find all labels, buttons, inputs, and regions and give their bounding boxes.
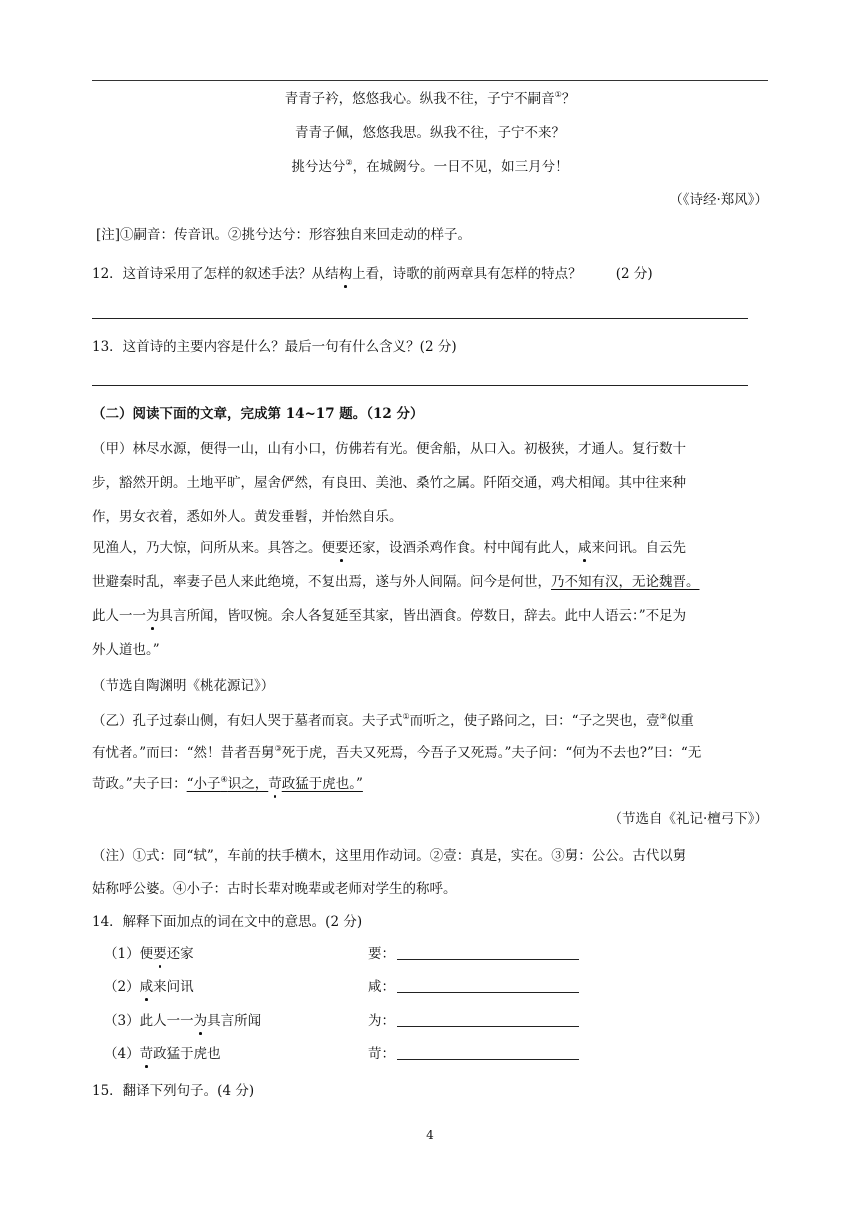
question-13: 13．这首诗的主要内容是什么？最后一句有什么含义？(2 分) xyxy=(92,339,457,355)
emphasis-dot-char: 苛 xyxy=(139,1046,154,1062)
passage-yi-source: （节选自《礼记·檀弓下》） xyxy=(608,811,768,827)
passage-yi-line-1: （乙）孔子过泰山侧，有妇人哭于墓者而哀。夫子式①而听之，使子路问之，曰：“子之哭也，壹②似重 xyxy=(92,712,694,729)
answer-line-12[interactable] xyxy=(92,318,748,319)
passage-jia-line-1: （甲）林尽水源，便得一山，山有小口，仿佛若有光。便舍船，从口入。初极狭，才通人。复行数十 xyxy=(92,441,686,457)
passage-yi-note-1: （注）①式：同“轼”，车前的扶手横木，这里用作动词。②壹：真是，实在。③舅：公公。古代以舅 xyxy=(92,848,687,864)
poem-source: （《诗经·郑风》） xyxy=(669,192,768,208)
passage-yi-line-3: 苛政。”夫子曰：“小子④识之，苛政猛于虎也。” xyxy=(92,775,363,792)
answer-line-13[interactable] xyxy=(92,385,748,386)
passage-yi-line-2: 有忧者。”而曰：“然！昔者吾舅③死于虎，吾夫又死焉，今吾子又死焉。”夫子问：“何为不去也?”曰：“无 xyxy=(92,744,702,761)
q14-answer-4: 苛： xyxy=(368,1045,579,1063)
passage-jia-line-3: 作，男女衣着，悉如外人。黄发垂髫，并怡然自乐。 xyxy=(92,509,403,525)
q14-answer-3: 为： xyxy=(368,1012,579,1030)
emphasis-dot-char: 为 xyxy=(146,608,160,624)
passage-jia-line-7: 外人道也。” xyxy=(92,642,160,658)
answer-blank[interactable] xyxy=(397,979,579,993)
underlined-sentence: “小子④识之，苛政猛于虎也。” xyxy=(186,775,363,792)
answer-blank[interactable] xyxy=(397,946,579,960)
answer-blank[interactable] xyxy=(397,1013,579,1027)
emphasis-dot-char: 构 xyxy=(338,266,353,282)
passage-jia-source: （节选自陶渊明《桃花源记》） xyxy=(92,678,275,694)
poem-note: [注]①嗣音：传音讯。②挑兮达兮：形容独自来回走动的样子。 xyxy=(96,227,472,243)
q14-item-4: （4）苛政猛于虎也 xyxy=(104,1046,221,1062)
emphasis-dot-char: 要 xyxy=(153,946,167,962)
header-rule xyxy=(92,80,768,81)
question-14: 14．解释下面加点的词在文中的意思。(2 分) xyxy=(92,914,363,930)
poem-line-1: 青青子衿，悠悠我心。纵我不往，子宁不嗣音①？ xyxy=(284,90,576,107)
emphasis-dot-char: 为 xyxy=(193,1013,208,1029)
question-15: 15．翻译下列句子。(4 分) xyxy=(92,1083,255,1099)
underlined-sentence: 乃不知有汉，无论魏晋。 xyxy=(551,574,700,590)
q14-answer-1: 要： xyxy=(368,945,579,963)
poem-line-2: 青青子佩，悠悠我思。纵我不往，子宁不来？ xyxy=(295,125,565,141)
passage-yi-note-2: 姑称呼公婆。④小子：古时长辈对晚辈或老师对学生的称呼。 xyxy=(92,881,457,897)
passage-jia-line-6: 此人一一为具言所闻，皆叹惋。余人各复延至其家，皆出酒食。停数日，辞去。此中人语云：”不足为 xyxy=(92,608,687,624)
passage-jia-line-2: 步，豁然开朗。土地平旷，屋舍俨然，有良田、美池、桑竹之属。阡陌交通，鸡犬相闻。其中往来种 xyxy=(92,475,686,491)
q14-answer-2: 咸： xyxy=(368,978,579,996)
q14-item-2: （2）咸来问讯 xyxy=(104,979,194,995)
emphasis-dot-char: 要 xyxy=(335,540,349,556)
emphasis-dot-char: 咸 xyxy=(139,979,154,995)
poem-line-3: 挑兮达兮②，在城阙兮。一日不见，如三月兮！ xyxy=(291,158,569,175)
emphasis-dot-char: 咸 xyxy=(578,540,592,556)
passage-jia-line-4: 见渔人，乃大惊，问所从来。具答之。便要还家，设酒杀鸡作食。村中闻有此人，咸来问讯。自云先 xyxy=(92,540,686,556)
q14-item-3: （3）此人一一为具言所闻 xyxy=(104,1013,262,1029)
passage-jia-line-5: 世避秦时乱，率妻子邑人来此绝境，不复出焉，遂与外人间隔。问今是何世，乃不知有汉，无论魏晋。 xyxy=(92,574,700,590)
question-12: 12．这首诗采用了怎样的叙述手法？从结构上看，诗歌的前两章具有怎样的特点？ (2 分) xyxy=(92,266,653,282)
section-2-heading: （二）阅读下面的文章，完成第 14~17 题。（12 分） xyxy=(92,406,424,422)
q14-item-1: （1）便要还家 xyxy=(104,946,194,962)
emphasis-dot-char: 苛 xyxy=(268,776,282,792)
answer-blank[interactable] xyxy=(397,1046,579,1060)
page-number: 4 xyxy=(426,1128,434,1142)
